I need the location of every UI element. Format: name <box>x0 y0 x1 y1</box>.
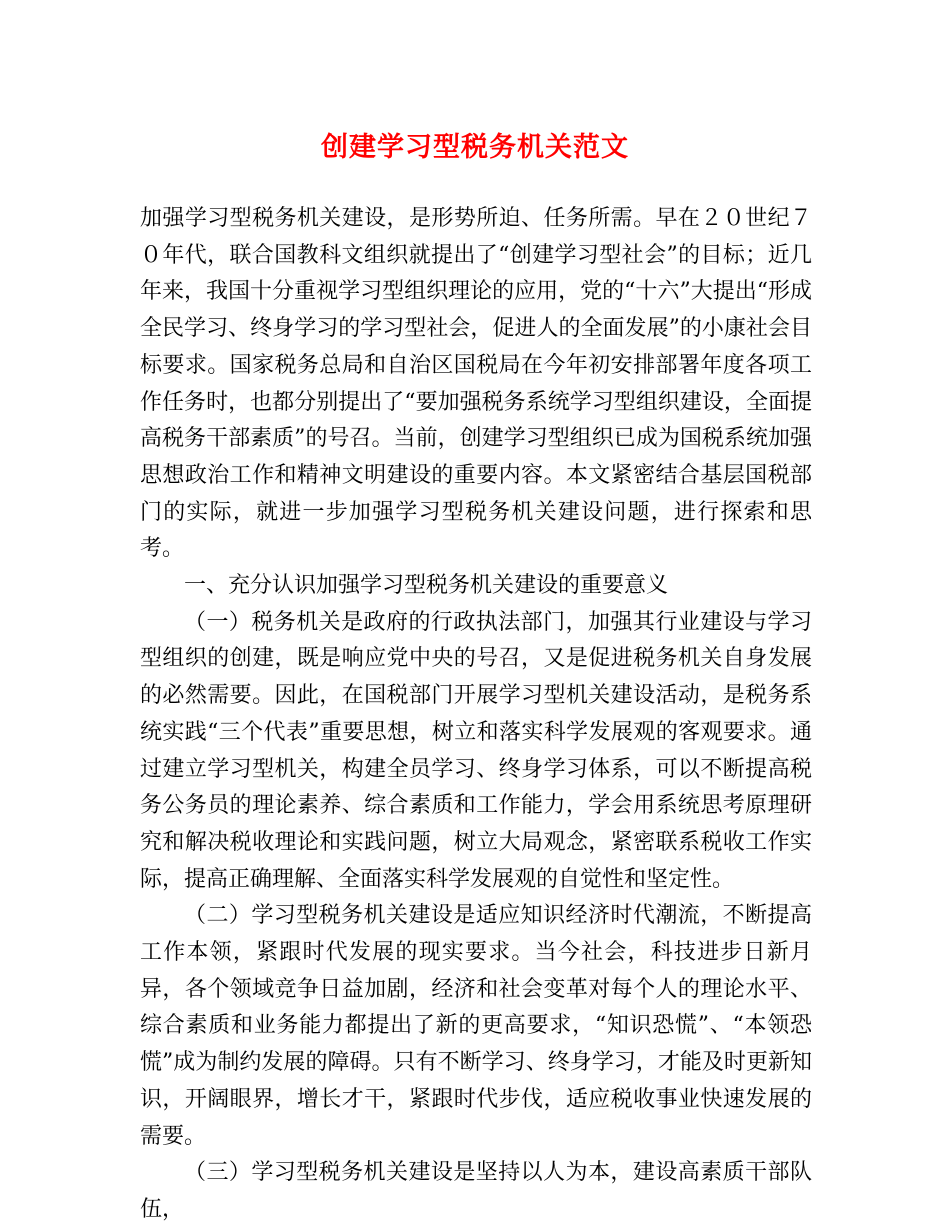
paragraph-item-3: （三）学习型税务机关建设是坚持以人为本，建设高素质干部队伍， <box>140 1160 812 1222</box>
paragraph-item-1: （一）税务机关是政府的行政执法部门，加强其行业建设与学习型组织的创建，既是响应党中央的号召，又是促进税务机关自身发展的必然需要。因此，在国税部门开展学习型机关建设活动，是税务系统实践“三个代表”重要思想，树立和落实科学发展观的客观要求。通过建立学习型机关，构建全员学习、终身学习体系，可以不断提高税务公务员的理论素养、综合素质和工作能力，学会用系统思考原理研究和解决税收理论和实践问题，树立大局观念，紧密联系税收工作实际，提高正确理解、全面落实科学发展观的自觉性和坚定性。 <box>140 609 812 892</box>
document-body <box>140 201 812 1229</box>
section-heading-1: 一、充分认识加强学习型税务机关建设的重要意义 <box>184 573 669 599</box>
paragraph-item-2: （二）学习型税务机关建设是适应知识经济时代潮流，不断提高工作本领，紧跟时代发展的现实要求。当今社会，科技进步日新月异，各个领域竞争日益加剧，经济和社会变革对每个人的理论水平、综合素质和业务能力都提出了新的更高要求，“知识恐慌”、“本领恐慌”成为制约发展的障碍。只有不断学习、终身学习，才能及时更新知识，开阔眼界，增长才干，紧跟时代步伐，适应税收事业快速发展的需要。 <box>140 903 812 1149</box>
document-title: 创建学习型税务机关范文 <box>321 132 629 163</box>
paragraph-intro: 加强学习型税务机关建设，是形势所迫、任务所需。早在２０世纪７０年代，联合国教科文组织就提出了“创建学习型社会”的目标；近几年来，我国十分重视学习型组织理论的应用，党的“十六”大提出“形成全民学习、终身学习的学习型社会，促进人的全面发展”的小康社会目标要求。国家税务总局和自治区国税局在今年初安排部署年度各项工作任务时，也都分别提出了“要加强税务系统学习型组织建设，全面提高税务干部素质”的号召。当前，创建学习型组织已成为国税系统加强思想政治工作和精神文明建设的重要内容。本文紧密结合基层国税部门的实际，就进一步加强学习型税务机关建设问题，进行探索和思考。 <box>140 206 812 562</box>
